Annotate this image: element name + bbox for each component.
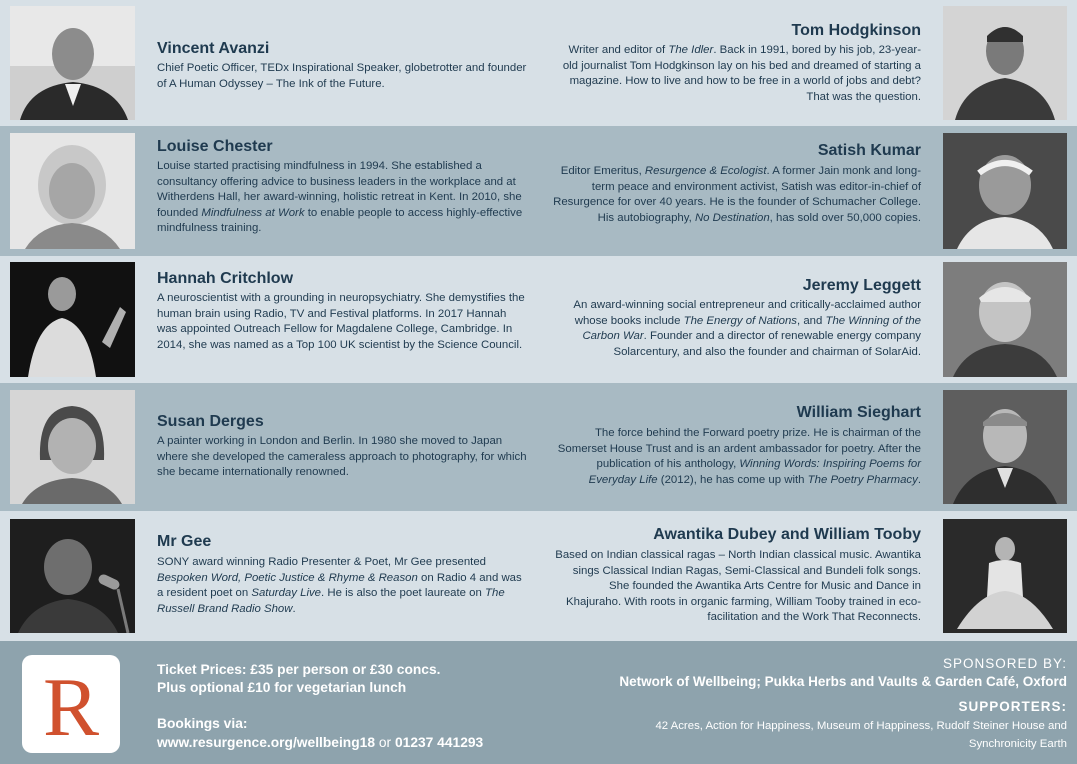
speaker-name: Hannah Critchlow [157, 270, 294, 287]
speaker-bio: An award-winning social entrepreneur and critically-acclaimed author whose books include The Energy of Nations, and The Winning of the Carbon War. Founder and a director of renewable energy company Solarcentury, and also the founder and chairman of SolarAid. [573, 299, 921, 358]
speaker-bio: A painter working in London and Berlin. In 1980 she moved to Japan where she developed the cameraless approach to photography, for which she became internationally renowned. [157, 435, 527, 478]
photo-vincent-avanzi [10, 6, 135, 120]
speaker-bio: Chief Poetic Officer, TEDx Inspirational Speaker, globetrotter and founder of A Human Odyssey – The Ink of the Future. [157, 62, 527, 90]
bookings-or: or [378, 735, 392, 750]
logo-letter: R [42, 661, 100, 753]
ticket-line-1: Ticket Prices: £35 per person or £30 concs. [157, 662, 441, 677]
ticket-prices [157, 661, 441, 697]
sponsored-heading: SPONSORED BY: [942, 656, 1067, 671]
bookings-url[interactable]: www.resurgence.org/wellbeing18 [157, 735, 376, 750]
speaker-name: Awantika Dubey and William Tooby [653, 526, 921, 543]
photo-satish-kumar [943, 133, 1067, 249]
ticket-line-2: Plus optional £10 for vegetarian lunch [157, 680, 407, 695]
supporters-text: 42 Acres, Action for Happiness, Museum of Happiness, Rudolf Steiner House and Synchronicity Earth [655, 720, 1067, 750]
speaker-row-3 [0, 256, 1077, 383]
speaker-row-5 [0, 511, 1077, 641]
bookings-phone: 01237 441293 [394, 735, 484, 750]
photo-tom-hodgkinson [943, 6, 1067, 120]
speaker-name: Jeremy Leggett [802, 277, 921, 294]
speaker-row-1 [0, 0, 1077, 126]
bookings [157, 714, 483, 752]
speaker-name: William Sieghart [796, 404, 921, 421]
photo-william-sieghart [943, 390, 1067, 504]
photo-hannah-critchlow [10, 262, 135, 377]
speaker-bio: The force behind the Forward poetry prize. He is chairman of the Somerset House Trust and is an ardent ambassador for poetry. After the publication of his anthology, Winning Words: Inspiring Poems for Everyday Life (2012), he has come up with The Poetry Pharmacy. [557, 427, 921, 486]
speaker-bio: Louise started practising mindfulness in 1994. She established a consultancy offering advice to business leaders in the workplace and at Witherdens Hall, her award-winning, holistic retreat in Kent. In 2010, she founded Mindfulness at Work to enable people to access highly-effective mindfulness training. [157, 160, 523, 234]
speaker-bio: A neuroscientist with a grounding in neuropsychiatry. She demystifies the human brain using Radio, TV and Festival platforms. In 2017 Hannah was appointed Outreach Fellow for Magdalene College, Cambridge. In 2014, she was named as a Top 100 UK scientist by the Science Council. [157, 292, 525, 351]
sponsored-text: Network of Wellbeing; Pukka Herbs and Vaults & Garden Café, Oxford [619, 674, 1067, 689]
speaker-name: Satish Kumar [817, 142, 921, 159]
resurgence-logo [22, 655, 120, 753]
bookings-label: Bookings via: [157, 716, 248, 731]
speaker-name: Louise Chester [157, 138, 273, 155]
speaker-name: Mr Gee [157, 533, 212, 550]
speaker-row-4 [0, 383, 1077, 511]
speaker-name: Tom Hodgkinson [791, 22, 921, 39]
photo-susan-derges [10, 390, 135, 504]
supporters-heading: SUPPORTERS: [958, 699, 1067, 714]
speaker-bio: SONY award winning Radio Presenter & Poet, Mr Gee presented Bespoken Word, Poetic Justice & Rhyme & Reason on Radio 4 and was a resident poet on Saturday Live. He is also the poet laureate on The Russell Brand Radio Show. [157, 556, 522, 615]
photo-jeremy-leggett [943, 262, 1067, 377]
speaker-name: Susan Derges [157, 413, 264, 430]
footer [0, 641, 1077, 764]
speaker-bio: Editor Emeritus, Resurgence & Ecologist. A former Jain monk and long-term peace and environment activist, Satish was editor-in-chief of Resurgence for over 40 years. He is the founder of Schumacher College. His autobiography, No Destination, has sold over 50,000 copies. [553, 165, 921, 224]
speaker-bio: Writer and editor of The Idler. Back in 1991, bored by his job, 23-year-old journalist Tom Hodgkinson lay on his bed and dreamed of starting a magazine. How to live and how to be free in a world of jobs and debt? That was the question. [562, 44, 921, 103]
photo-mr-gee [10, 519, 135, 633]
speaker-row-2 [0, 126, 1077, 256]
speaker-name: Vincent Avanzi [157, 40, 270, 57]
photo-awantika-dubey [943, 519, 1067, 633]
speaker-bio: Based on Indian classical ragas – North Indian classical music. Awantika sings Classical Indian Ragas, Semi-Classical and Bundeli folk songs. She founded the Awantika Arts Centre for Music and Dance in Khajuraho. With roots in organic farming, William Tooby trained in eco-facilitation and the Work That Reconnects. [555, 549, 921, 623]
photo-louise-chester [10, 133, 135, 249]
